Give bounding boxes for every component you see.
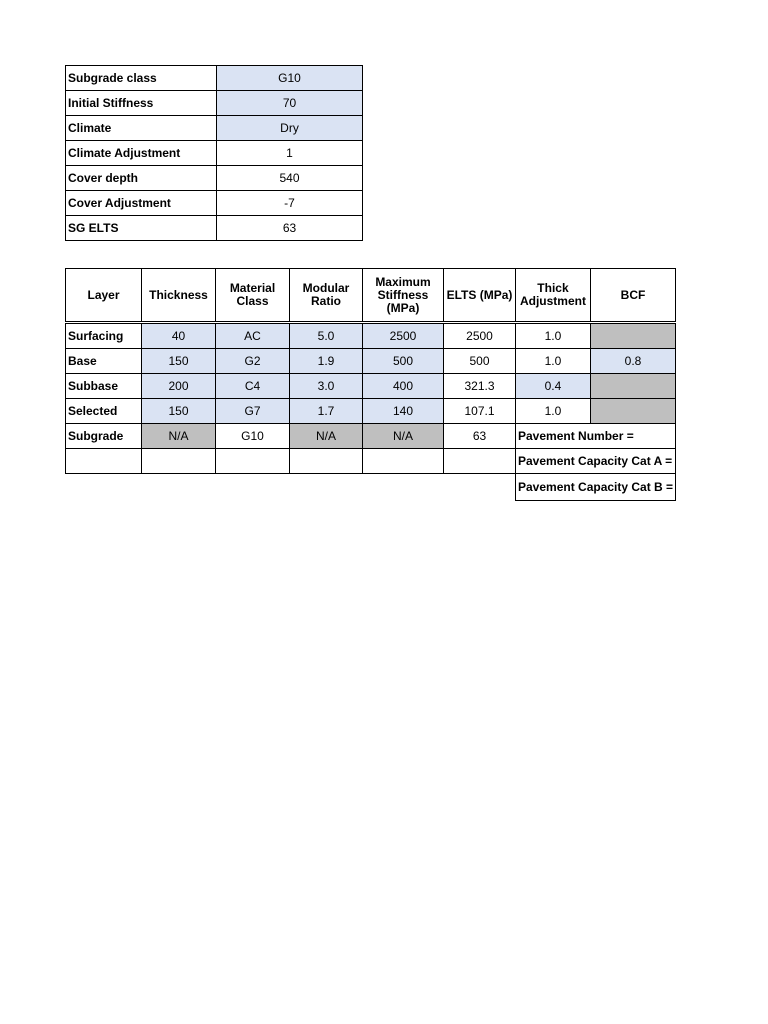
param-label: SG ELTS xyxy=(66,216,217,241)
bcf-cell xyxy=(590,374,675,399)
blank-space xyxy=(66,474,516,501)
column-header-thickness: Thickness xyxy=(142,269,216,323)
empty-cell xyxy=(444,449,516,474)
column-header-bcf: BCF xyxy=(590,269,675,323)
thickness-cell: N/A xyxy=(142,424,216,449)
param-label: Cover depth xyxy=(66,166,217,191)
empty-cell xyxy=(216,449,290,474)
layer-row-subgrade xyxy=(66,424,676,449)
layer-name: Subbase xyxy=(66,374,142,399)
layer-row-surfacing xyxy=(66,323,676,349)
column-header-modular-ratio: Modular Ratio xyxy=(290,269,363,323)
modular-ratio-cell[interactable]: 1.7 xyxy=(290,399,363,424)
layers-table xyxy=(65,268,676,501)
param-label: Cover Adjustment xyxy=(66,191,217,216)
empty-cell xyxy=(142,449,216,474)
maximum-stiffness-cell[interactable]: 400 xyxy=(363,374,444,399)
cover-adjustment-cell: -7 xyxy=(217,191,363,216)
sg-elts-cell: 63 xyxy=(217,216,363,241)
thickness-cell[interactable]: 40 xyxy=(142,323,216,349)
param-label: Initial Stiffness xyxy=(66,91,217,116)
climate-cell[interactable]: Dry xyxy=(217,116,363,141)
param-row-cover-adjustment xyxy=(66,191,363,216)
column-header-maximum-stiffness: Maximum Stiffness (MPa) xyxy=(363,269,444,323)
param-label: Subgrade class xyxy=(66,66,217,91)
elts-cell: 2500 xyxy=(444,323,516,349)
elts-cell: 500 xyxy=(444,349,516,374)
thick-adjustment-cell: 1.0 xyxy=(516,323,591,349)
param-row-initial-stiffness xyxy=(66,91,363,116)
material-class-cell[interactable]: C4 xyxy=(216,374,290,399)
layer-name: Surfacing xyxy=(66,323,142,349)
elts-cell: 63 xyxy=(444,424,516,449)
maximum-stiffness-cell: N/A xyxy=(363,424,444,449)
subgrade-class-cell[interactable]: G10 xyxy=(217,66,363,91)
pavement-capacity-a-label: Pavement Capacity Cat A = xyxy=(516,449,676,474)
climate-adjustment-cell: 1 xyxy=(217,141,363,166)
column-header-layer: Layer xyxy=(66,269,142,323)
empty-cell xyxy=(66,449,142,474)
header-row xyxy=(66,269,676,323)
modular-ratio-cell[interactable]: 1.9 xyxy=(290,349,363,374)
thick-adjustment-cell: 1.0 xyxy=(516,399,591,424)
empty-cell xyxy=(363,449,444,474)
empty-cell xyxy=(290,449,363,474)
param-row-climate xyxy=(66,116,363,141)
param-row-climate-adjustment xyxy=(66,141,363,166)
param-row-sg-elts xyxy=(66,216,363,241)
layer-row-subbase xyxy=(66,374,676,399)
layer-name: Base xyxy=(66,349,142,374)
param-label: Climate xyxy=(66,116,217,141)
modular-ratio-cell[interactable]: 5.0 xyxy=(290,323,363,349)
param-row-cover-depth xyxy=(66,166,363,191)
pavement-capacity-b-label: Pavement Capacity Cat B = xyxy=(516,474,676,501)
elts-cell: 321.3 xyxy=(444,374,516,399)
material-class-cell[interactable]: G2 xyxy=(216,349,290,374)
thickness-cell[interactable]: 150 xyxy=(142,399,216,424)
cover-depth-cell: 540 xyxy=(217,166,363,191)
column-header-thick-adjustment: Thick Adjustment xyxy=(516,269,591,323)
initial-stiffness-cell[interactable]: 70 xyxy=(217,91,363,116)
maximum-stiffness-cell[interactable]: 2500 xyxy=(363,323,444,349)
bcf-cell xyxy=(590,323,675,349)
maximum-stiffness-cell[interactable]: 140 xyxy=(363,399,444,424)
param-label: Climate Adjustment xyxy=(66,141,217,166)
thickness-cell[interactable]: 200 xyxy=(142,374,216,399)
layer-row-selected xyxy=(66,399,676,424)
material-class-cell[interactable]: AC xyxy=(216,323,290,349)
material-class-cell[interactable]: G7 xyxy=(216,399,290,424)
thick-adjustment-cell: 1.0 xyxy=(516,349,591,374)
pavement-number-label: Pavement Number = xyxy=(516,424,676,449)
column-header-elts: ELTS (MPa) xyxy=(444,269,516,323)
bcf-cell xyxy=(590,399,675,424)
layer-name: Selected xyxy=(66,399,142,424)
column-header-material-class: Material Class xyxy=(216,269,290,323)
modular-ratio-cell[interactable]: 3.0 xyxy=(290,374,363,399)
bcf-cell[interactable]: 0.8 xyxy=(590,349,675,374)
layer-name: Subgrade xyxy=(66,424,142,449)
material-class-cell: G10 xyxy=(216,424,290,449)
layer-row-base xyxy=(66,349,676,374)
modular-ratio-cell: N/A xyxy=(290,424,363,449)
parameters-table xyxy=(65,65,363,241)
maximum-stiffness-cell[interactable]: 500 xyxy=(363,349,444,374)
empty-row xyxy=(66,449,676,474)
thick-adjustment-cell[interactable]: 0.4 xyxy=(516,374,591,399)
capacity-b-row xyxy=(66,474,676,501)
param-row-subgrade-class xyxy=(66,66,363,91)
thickness-cell[interactable]: 150 xyxy=(142,349,216,374)
elts-cell: 107.1 xyxy=(444,399,516,424)
